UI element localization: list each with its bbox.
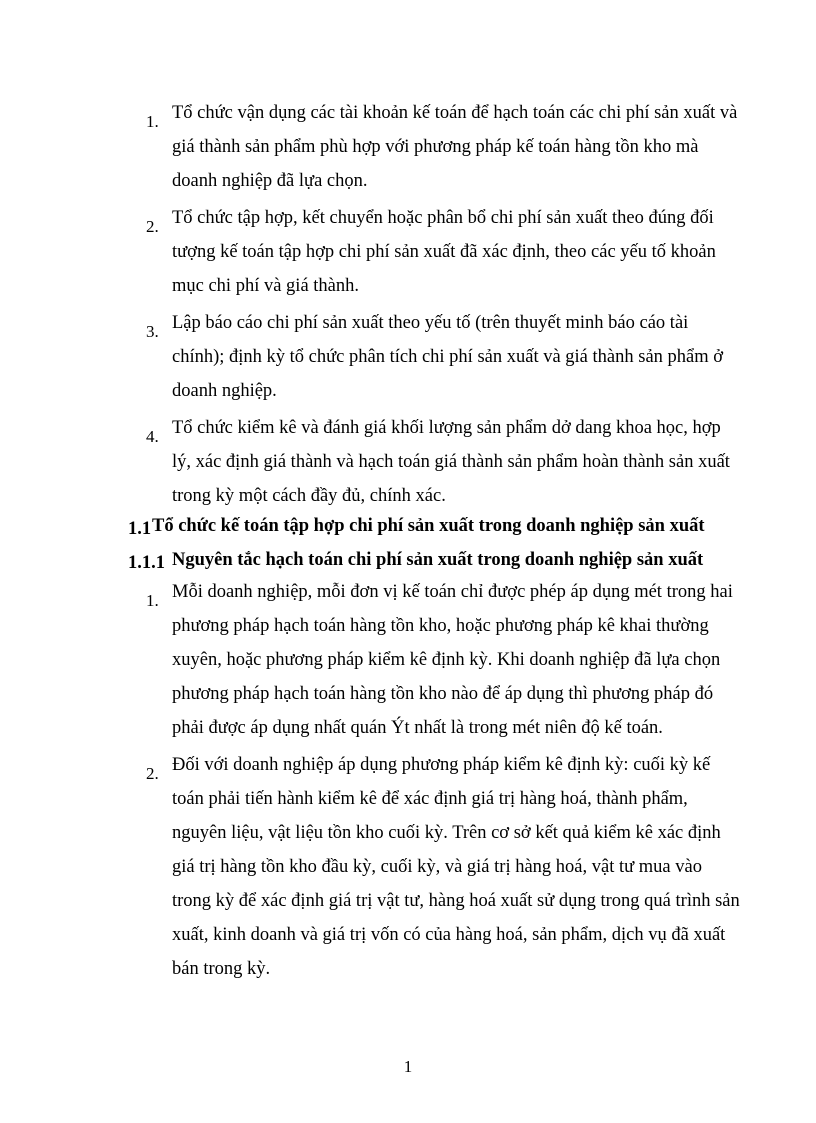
list-item-number: 1.	[146, 591, 159, 610]
list-item	[0, 306, 816, 408]
section-heading	[128, 511, 788, 541]
subsection-heading	[128, 545, 788, 575]
list-item-number: 2.	[146, 217, 159, 236]
subsection-title: Nguyên tắc hạch toán chi phí sản xuất trong doanh nghiệp sản xuất	[172, 550, 704, 570]
list-item	[0, 96, 816, 198]
list-item	[0, 748, 816, 986]
list-item-text: Mỗi doanh nghiệp, mỗi đơn vị kế toán chỉ được phép áp dụng mét trong hai phương pháp hạch toán hàng tồn kho, hoặc phương pháp kê khai thường xuyên, hoặc phương pháp kiểm kê định kỳ. Khi doanh nghiệp đã lựa chọn phương pháp hạch toán hàng tồn kho nào để áp dụng thì phương pháp đó phải được áp dụng nhất quán Ýt nhất là trong mét niên độ kế toán.	[172, 582, 733, 738]
page-number: 1	[403, 1057, 413, 1076]
list-item	[0, 201, 816, 303]
list-item	[0, 575, 816, 745]
list-item-text: Tổ chức kiểm kê và đánh giá khối lượng sản phẩm dở dang khoa học, hợp lý, xác định giá thành và hạch toán giá thành sản phẩm hoàn thành sản xuất trong kỳ một cách đầy đủ, chính xác.	[172, 418, 730, 506]
list-item-number: 1.	[146, 112, 159, 131]
list-item	[0, 411, 816, 513]
subsection-number: 1.1.1	[128, 553, 165, 573]
list-item-text: Đối với doanh nghiệp áp dụng phương pháp kiểm kê định kỳ: cuối kỳ kế toán phải tiến hành kiểm kê để xác định giá trị hàng hoá, thành phẩm, nguyên liệu, vật liệu tồn kho cuối kỳ. Trên cơ sở kết quả kiểm kê xác định giá trị hàng tồn kho đầu kỳ, cuối kỳ, và giá trị hàng hoá, vật tư mua vào trong kỳ để xác định giá trị vật tư, hàng hoá xuất sử dụng trong quá trình sản xuất, kinh doanh và giá trị vốn có của hàng hoá, sản phẩm, dịch vụ đã xuất bán trong kỳ.	[172, 755, 740, 979]
list-item-number: 2.	[146, 764, 159, 783]
list-item-text: Tổ chức vận dụng các tài khoản kế toán để hạch toán các chi phí sản xuất và giá thành sản phẩm phù hợp với phương pháp kế toán hàng tồn kho mà doanh nghiệp đã lựa chọn.	[172, 103, 738, 191]
principles-list	[0, 575, 816, 989]
section-number: 1.1	[128, 519, 152, 539]
list-item-text: Tổ chức tập hợp, kết chuyển hoặc phân bổ chi phí sản xuất theo đúng đối tượng kế toán tập hợp chi phí sản xuất đã xác định, theo các yếu tố khoản mục chi phí và giá thành.	[172, 208, 716, 296]
list-item-number: 4.	[146, 427, 159, 446]
list-item-number: 3.	[146, 322, 159, 341]
list-item-text: Lập báo cáo chi phí sản xuất theo yếu tố (trên thuyết minh báo cáo tài chính); định kỳ tổ chức phân tích chi phí sản xuất và giá thành sản phẩm ở doanh nghiệp.	[172, 313, 724, 401]
section-title: Tổ chức kế toán tập hợp chi phí sản xuất trong doanh nghiệp sản xuất	[152, 516, 705, 536]
responsibilities-list	[0, 96, 816, 516]
